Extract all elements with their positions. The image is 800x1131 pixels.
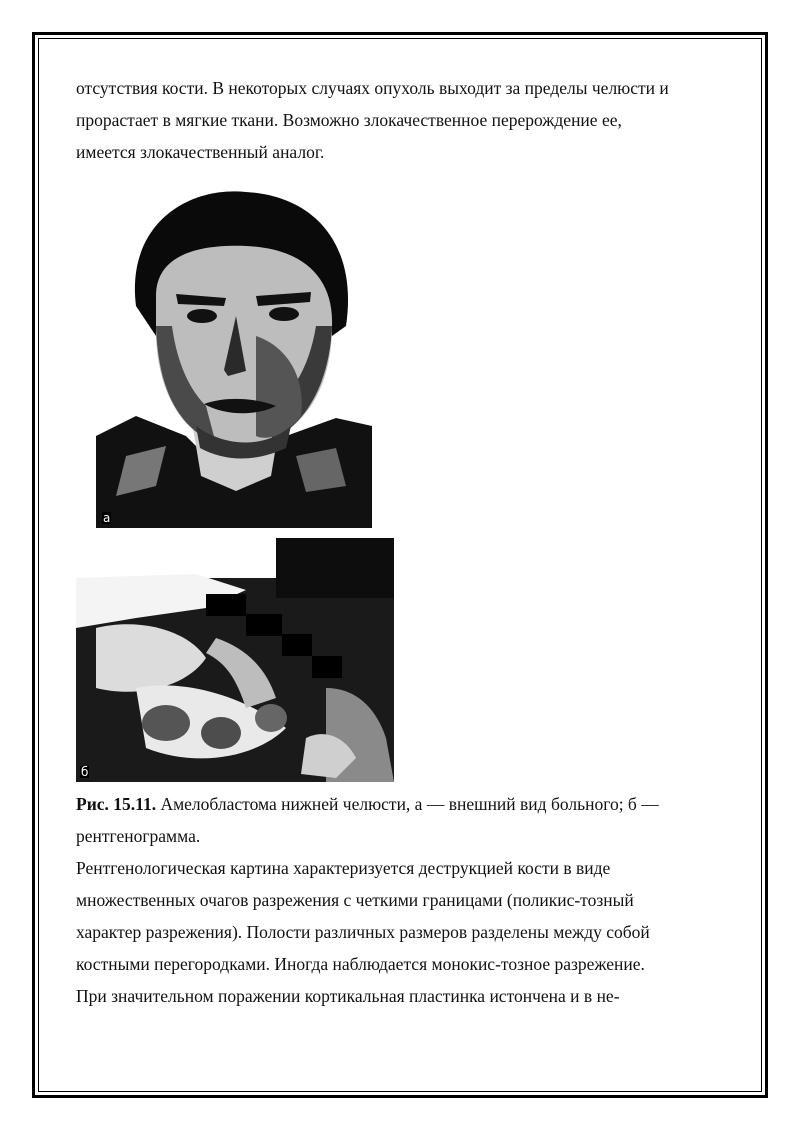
text-line: характер разрежения). Полости различных размеров разделены между собой (76, 922, 650, 942)
text-line: отсутствия кости. В некоторых случаях опухоль выходит за пределы челюсти и (76, 78, 669, 98)
patient-photo (96, 186, 372, 528)
caption-number: Рис. 15.11. (76, 794, 157, 814)
text-line: При значительном поражении кортикальная пластинка истончена и в не- (76, 986, 620, 1006)
text-line: имеется злокачественный аналог. (76, 142, 325, 162)
text-line: костными перегородками. Иногда наблюдается монокис-тозное разрежение. (76, 954, 645, 974)
paragraph-top (76, 72, 736, 168)
xray-image (76, 538, 394, 782)
caption-text: Амелобластома нижней челюсти, а — внешний вид больного; б — (156, 794, 659, 814)
panel-label-a: а (103, 511, 111, 525)
text-line: Рентгенологическая картина характеризуется деструкцией кости в виде (76, 858, 611, 878)
text-line: множественных очагов разрежения с четкими границами (поликис-тозный (76, 890, 634, 910)
caption-text-2: рентгенограмма. (76, 826, 201, 846)
paragraph-bottom (76, 852, 736, 1012)
panel-label-b: б (81, 765, 89, 779)
figure-caption (76, 788, 736, 852)
text-line: прорастает в мягкие ткани. Возможно злокачественное перерождение ее, (76, 110, 622, 130)
